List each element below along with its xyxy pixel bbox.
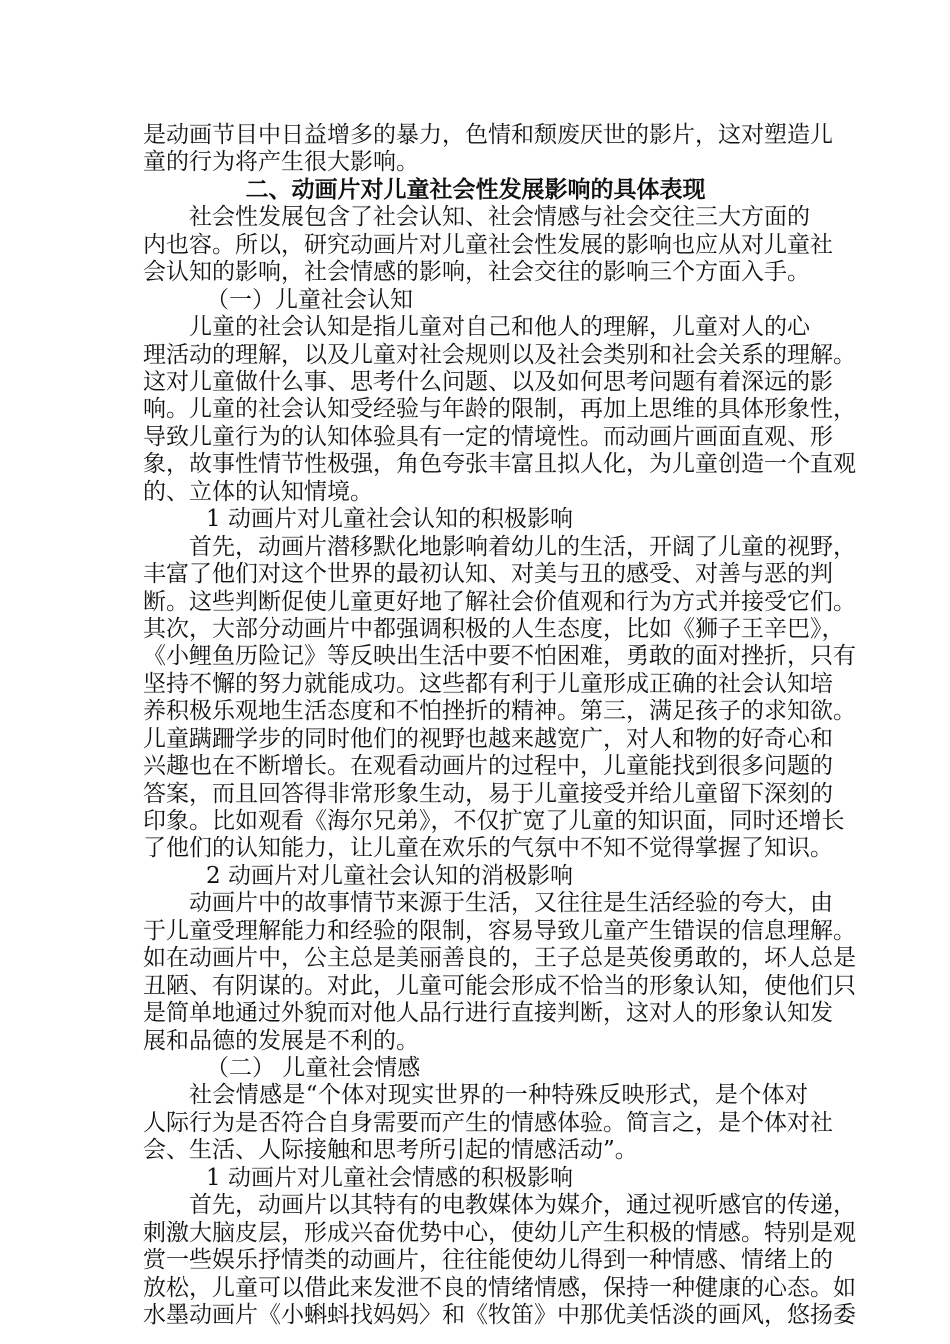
body-line: 人际行为是否符合自身需要而产生的情感体验。简言之，是个体对社 bbox=[143, 1110, 833, 1136]
body-line: 答案，而且回答得非常形象生动，易于儿童接受并给儿童留下深刻的 bbox=[143, 781, 833, 807]
body-line: 会、生活、人际接触和思考所引起的情感活动”。 bbox=[143, 1137, 638, 1163]
body-line: 社会情感是“个体对现实世界的一种特殊反映形式，是个体对 bbox=[189, 1082, 808, 1108]
body-line: 展和品德的发展是不利的。 bbox=[143, 1028, 419, 1054]
body-line: 印象。比如观看《海尔兄弟》，不仅扩宽了儿童的知识面，同时还增长 bbox=[143, 808, 845, 834]
body-line: 社会性发展包含了社会认知、社会情感与社会交往三大方面的 bbox=[189, 204, 810, 230]
body-line: 会认知的影响，社会情感的影响，社会交往的影响三个方面入手。 bbox=[143, 259, 810, 285]
body-line: 的、立体的认知情境。 bbox=[143, 479, 373, 505]
body-line: 断。这些判断促使儿童更好地了解社会价值观和行为方式并接受它们。 bbox=[143, 589, 856, 615]
body-line: 是动画节目中日益增多的暴力，色情和颓废厌世的影片，这对塑造儿 bbox=[143, 122, 833, 148]
body-line: 儿童的社会认知是指儿童对自己和他人的理解，儿童对人的心 bbox=[189, 314, 810, 340]
body-line: 其次，大部分动画片中都强调积极的人生态度，比如《狮子王辛巴》， bbox=[143, 616, 845, 642]
body-line: 象，故事性情节性极强，角色夸张丰富且拟人化，为儿童创造一个直观 bbox=[143, 451, 856, 477]
body-line: 童的行为将产生很大影响。 bbox=[143, 149, 419, 175]
body-line: 养积极乐观地生活态度和不怕挫折的精神。第三，满足孩子的求知欲。 bbox=[143, 698, 856, 724]
subsection-heading: 1 动画片对儿童社会情感的积极影响 bbox=[206, 1165, 573, 1191]
body-line: 理活动的理解，以及儿童对社会规则以及社会类别和社会关系的理解。 bbox=[143, 342, 856, 368]
subsection-heading: （二） 儿童社会情感 bbox=[206, 1055, 421, 1081]
body-line: 这对儿童做什么事、思考什么问题、以及如何思考问题有着深远的影 bbox=[143, 369, 833, 395]
body-line: 如在动画片中，公主总是美丽善良的，王子总是英俊勇敢的，坏人总是 bbox=[143, 945, 856, 971]
body-line: 首先，动画片潜移默化地影响着幼儿的生活，开阔了儿童的视野， bbox=[189, 534, 856, 560]
body-line: 动画片中的故事情节来源于生活，又往往是生活经验的夸大，由 bbox=[189, 890, 833, 916]
body-line: 是简单地通过外貌而对他人品行进行直接判断，这对人的形象认知发 bbox=[143, 1000, 833, 1026]
body-line: 水墨动画片《小蝌蚪找妈妈〉和《牧笛》中那优美恬淡的画风，悠扬委 bbox=[143, 1302, 856, 1328]
subsection-heading: （一）儿童社会认知 bbox=[206, 287, 413, 313]
body-line: 坚持不懈的努力就能成功。这些都有利于儿童形成正确的社会认知培 bbox=[143, 671, 833, 697]
body-line: 儿童蹒跚学步的同时他们的视野也越来越宽广，对人和物的好奇心和 bbox=[143, 726, 833, 752]
body-line: 内也容。所以，研究动画片对儿童社会性发展的影响也应从对儿童社 bbox=[143, 232, 833, 258]
body-line: 响。儿童的社会认知受经验与年龄的限制，再加上思维的具体形象性， bbox=[143, 396, 856, 422]
body-line: 导致儿童行为的认知体验具有一定的情境性。而动画片画面直观、形 bbox=[143, 424, 833, 450]
body-line: 首先，动画片以其特有的电教媒体为媒介，通过视听感官的传递， bbox=[189, 1192, 856, 1218]
body-line: 丑陋、有阴谋的。对此，儿童可能会形成不恰当的形象认知，使他们只 bbox=[143, 973, 856, 999]
subsection-heading: 2 动画片对儿童社会认知的消极影响 bbox=[206, 863, 573, 889]
body-line: 于儿童受理解能力和经验的限制，容易导致儿童产生错误的信息理解。 bbox=[143, 918, 856, 944]
subsection-heading: 1 动画片对儿童社会认知的积极影响 bbox=[206, 506, 573, 532]
body-line: 放松，儿童可以借此来发泄不良的情绪情感，保持一种健康的心态。如 bbox=[143, 1275, 856, 1301]
body-line: 兴趣也在不断增长。在观看动画片的过程中，儿童能找到很多问题的 bbox=[143, 753, 833, 779]
body-line: 赏一些娱乐抒情类的动画片，往往能使幼儿得到一种情感、情绪上的 bbox=[143, 1247, 833, 1273]
body-line: 了他们的认知能力，让儿童在欢乐的气氛中不知不觉得掌握了知识。 bbox=[143, 835, 833, 861]
section-heading: 二、动画片对儿童社会性发展影响的具体表现 bbox=[245, 176, 706, 203]
body-line: 丰富了他们对这个世界的最初认知、对美与丑的感受、对善与恶的判 bbox=[143, 561, 833, 587]
body-line: 《小鲤鱼历险记》等反映出生活中要不怕困难，勇敢的面对挫折，只有 bbox=[143, 643, 856, 669]
body-line: 刺激大脑皮层，形成兴奋优势中心，使幼儿产生积极的情感。特别是观 bbox=[143, 1220, 856, 1246]
